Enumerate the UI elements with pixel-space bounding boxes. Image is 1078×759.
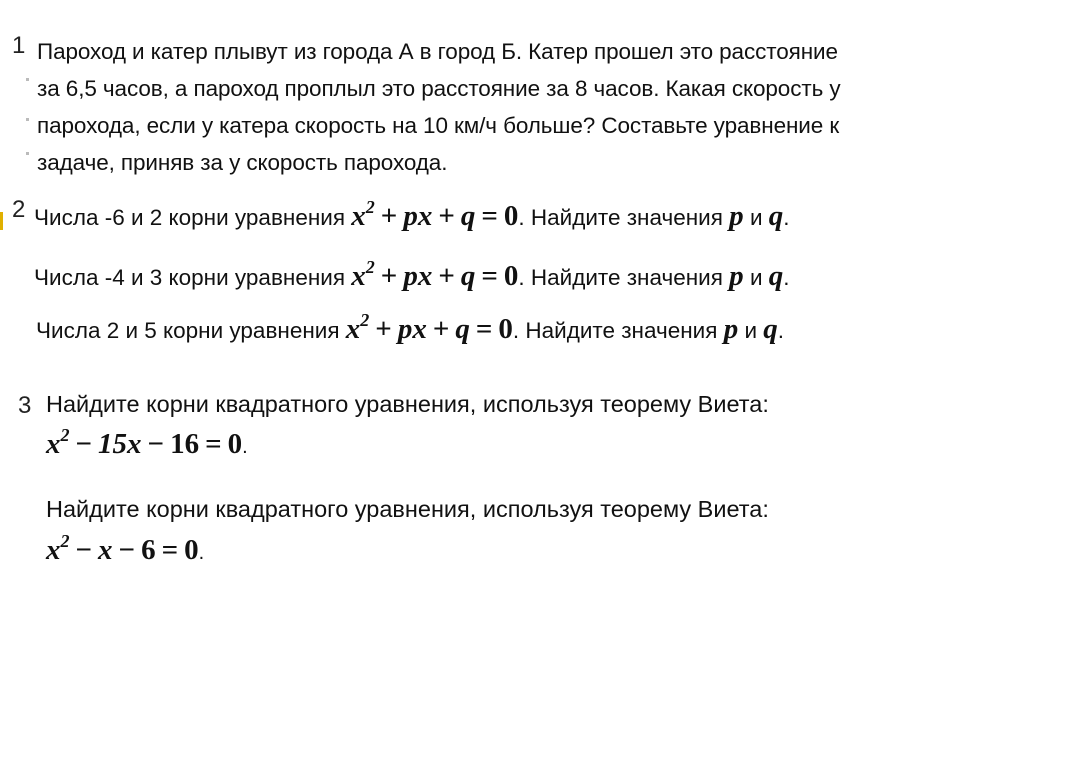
task-2-suffix: . Найдите значения — [518, 205, 723, 230]
variable-q: q — [768, 260, 784, 292]
task-2-prefix: Числа -4 и 3 корни уравнения — [34, 265, 346, 290]
variable-p: p — [723, 313, 739, 345]
scan-dot — [26, 78, 29, 81]
task-2-prefix: Числа 2 и 5 корни уравнения — [36, 318, 340, 343]
task-2-suffix: . Найдите значения — [518, 265, 723, 290]
conjunction: и — [749, 205, 763, 230]
task-2-prefix: Числа -6 и 2 корни уравнения — [34, 205, 346, 230]
conjunction: и — [749, 265, 763, 290]
task-2-item: Числа 2 и 5 корни уравнения $x^2$ + px + q = 0. Найдите значения p и q. — [36, 310, 785, 345]
task-1-line: за 6,5 часов, а пароход проплыл это расстояние за 8 часов. Какая скорость у — [37, 76, 841, 101]
task-1-line: задаче, приняв за у скорость парохода. — [37, 150, 448, 175]
equation: $x^2$ + px + q = 0 — [345, 310, 513, 345]
variable-q: q — [768, 200, 784, 232]
task-1-paragraph — [37, 33, 1037, 181]
equation: $x^2$ + px + q = 0 — [351, 257, 519, 292]
task-2-number: 2 — [12, 196, 26, 223]
task-1-line: парохода, если у катера скорость на 10 км/ч больше? Составьте уравнение к — [37, 113, 840, 138]
variable-q: q — [763, 313, 778, 345]
scan-dot — [26, 152, 29, 155]
conjunction: и — [744, 318, 758, 343]
task-1-number: 1 — [12, 32, 26, 59]
task-1-line: Пароход и катер плывут из города А в город Б. Катер прошел это расстояние — [37, 39, 838, 64]
variable-p: p — [729, 200, 744, 232]
task-3-equation: $x^2 - 15x - 16 = 0$. — [46, 425, 248, 460]
scan-edge-mark — [0, 212, 3, 230]
task-3-number: 3 — [18, 392, 32, 419]
task-3-text: Найдите корни квадратного уравнения, используя теорему Виета: — [46, 496, 769, 522]
scan-dot — [26, 118, 29, 121]
variable-p: p — [729, 260, 744, 292]
task-2-item: Числа -6 и 2 корни уравнения $x^2$ + px + q = 0. Найдите значения p и q. — [34, 197, 790, 232]
task-3-text: Найдите корни квадратного уравнения, используя теорему Виета: — [46, 391, 769, 417]
task-2-item: Числа -4 и 3 корни уравнения $x^2$ + px + q = 0. Найдите значения p и q. — [34, 257, 790, 292]
task-3-equation: $x^2 - x - 6 = 0$. — [46, 531, 205, 566]
task-2-suffix: . Найдите значения — [512, 318, 718, 343]
equation: $x^2$ + px + q = 0 — [351, 197, 519, 232]
